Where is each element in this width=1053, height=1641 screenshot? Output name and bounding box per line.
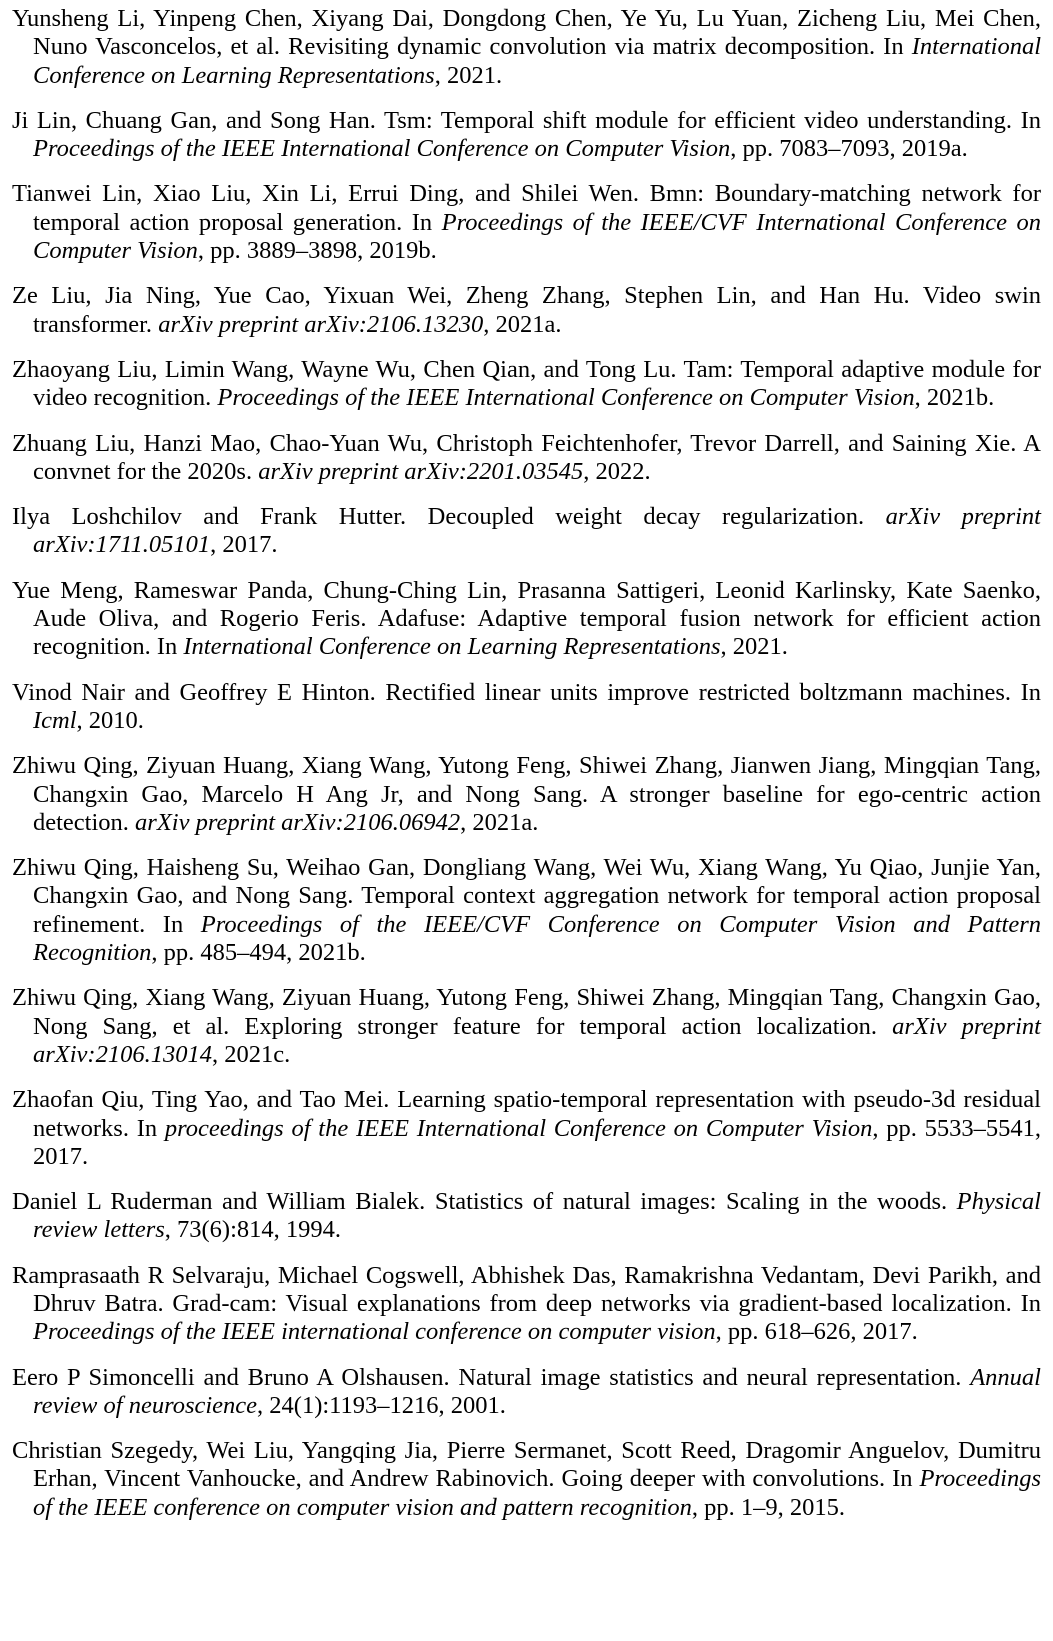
reference-tail: , 73(6):814, 1994. xyxy=(164,1216,342,1244)
reference-authors-title: Yue Meng, Rameswar Panda, Chung-Ching Lin, Prasanna Sattigeri, Leonid Karlinsky, Kate Saenko, Aude Oliva, and Rogerio Feris. Adafuse: Adaptive temporal fusion network for efficient action recognition. In xyxy=(12,576,1041,661)
reference-authors-title: Christian Szegedy, Wei Liu, Yangqing Jia, Pierre Sermanet, Scott Reed, Dragomir Anguelov, Dumitru Erhan, Vincent Vanhoucke, and Andrew Rabinovich. Going deeper with convolutions. In xyxy=(12,1437,1041,1493)
reference-tail: , 2022. xyxy=(583,457,651,485)
reference-authors-title: Ilya Loshchilov and Frank Hutter. Decoupled weight decay regularization. xyxy=(12,503,886,531)
reference-authors-title: Ji Lin, Chuang Gan, and Song Han. Tsm: Temporal shift module for efficient video understanding. In xyxy=(12,106,1041,134)
reference-authors-title: Zhiwu Qing, Xiang Wang, Ziyuan Huang, Yutong Feng, Shiwei Zhang, Mingqian Tang, Changxin Gao, Nong Sang, et al. Exploring stronger feature for temporal action localization. xyxy=(12,984,1041,1040)
reference-entry xyxy=(12,752,1041,837)
reference-tail: , 2017. xyxy=(210,531,278,559)
reference-venue: arXiv preprint arXiv:1711.05101 xyxy=(33,503,1041,559)
reference-tail: , 2021c. xyxy=(211,1040,291,1068)
reference-tail: , 2010. xyxy=(76,706,144,734)
reference-tail: , pp. 7083–7093, 2019a. xyxy=(730,135,968,163)
reference-venue: Proceedings of the IEEE conference on computer vision and pattern recognition xyxy=(33,1465,1041,1521)
reference-entry xyxy=(12,1262,1041,1347)
reference-entry xyxy=(12,1188,1041,1245)
reference-venue: arXiv preprint arXiv:2106.13230 xyxy=(158,310,484,338)
reference-venue: arXiv preprint arXiv:2106.06942 xyxy=(135,808,461,836)
reference-tail: , pp. 1–9, 2015. xyxy=(691,1493,845,1521)
reference-entry xyxy=(12,679,1041,736)
reference-authors-title: Zhiwu Qing, Haisheng Su, Weihao Gan, Dongliang Wang, Wei Wu, Xiang Wang, Yu Qiao, Junjie Yan, Changxin Gao, and Nong Sang. Temporal context aggregation network for temporal action proposal refinement. In xyxy=(12,854,1041,938)
reference-entry xyxy=(12,577,1041,662)
reference-authors-title: Daniel L Ruderman and William Bialek. Statistics of natural images: Scaling in the woods. xyxy=(12,1188,957,1216)
reference-tail: , 2021a. xyxy=(483,310,562,338)
reference-tail: , 2021a. xyxy=(460,808,539,836)
reference-entry xyxy=(12,1364,1041,1421)
reference-authors-title: Tianwei Lin, Xiao Liu, Xin Li, Errui Ding, and Shilei Wen. Bmn: Boundary-matching network for temporal action proposal generation. In xyxy=(12,180,1041,236)
reference-tail: , pp. 5533–5541, 2017. xyxy=(33,1114,1042,1170)
reference-entry xyxy=(12,984,1041,1069)
reference-tail: , pp. 485–494, 2021b. xyxy=(151,939,366,967)
reference-venue: International Conference on Learning Representations xyxy=(33,33,1041,89)
reference-entry xyxy=(12,854,1041,967)
reference-entry xyxy=(12,180,1041,265)
reference-authors-title: Zhaofan Qiu, Ting Yao, and Tao Mei. Learning spatio-temporal representation with pseudo-3d residual networks. In xyxy=(12,1086,1041,1142)
reference-entry xyxy=(12,356,1041,413)
reference-tail: , pp. 3889–3898, 2019b. xyxy=(197,237,437,265)
reference-tail: , 2021. xyxy=(720,633,788,661)
reference-authors-title: Ramprasaath R Selvaraju, Michael Cogswell, Abhishek Das, Ramakrishna Vedantam, Devi Parikh, and Dhruv Batra. Grad-cam: Visual explanations from deep networks via gradient-based localization. In xyxy=(12,1261,1041,1317)
reference-authors-title: Vinod Nair and Geoffrey E Hinton. Rectified linear units improve restricted boltzmann machines. In xyxy=(12,678,1041,706)
reference-tail: , pp. 618–626, 2017. xyxy=(715,1318,918,1346)
reference-authors-title: Eero P Simoncelli and Bruno A Olshausen. Natural image statistics and neural representation. xyxy=(12,1363,971,1391)
reference-authors-title: Yunsheng Li, Yinpeng Chen, Xiyang Dai, Dongdong Chen, Ye Yu, Lu Yuan, Zicheng Liu, Mei Chen, Nuno Vasconcelos, et al. Revisiting dynamic convolution via matrix decomposition. In xyxy=(12,5,1041,61)
reference-venue: Proceedings of the IEEE International Conference on Computer Vision xyxy=(217,384,915,412)
reference-authors-title: Zhiwu Qing, Ziyuan Huang, Xiang Wang, Yutong Feng, Shiwei Zhang, Jianwen Jiang, Mingqian Tang, Changxin Gao, Marcelo H Ang Jr, and Nong Sang. A stronger baseline for ego-centric action detection. xyxy=(12,752,1041,836)
reference-venue: Proceedings of the IEEE/CVF Conference on Computer Vision and Pattern Recognition xyxy=(33,910,1041,967)
reference-venue: Proceedings of the IEEE International Conference on Computer Vision xyxy=(33,135,731,163)
reference-venue: arXiv preprint arXiv:2201.03545 xyxy=(258,457,584,485)
reference-venue: arXiv preprint arXiv:2106.13014 xyxy=(33,1012,1041,1068)
reference-authors-title: Zhuang Liu, Hanzi Mao, Chao-Yuan Wu, Christoph Feichtenhofer, Trevor Darrell, and Saining Xie. A convnet for the 2020s. xyxy=(12,429,1041,485)
reference-venue: Proceedings of the IEEE/CVF International Conference on Computer Vision xyxy=(33,208,1041,265)
reference-entry xyxy=(12,1437,1041,1522)
reference-list xyxy=(12,5,1041,1522)
reference-venue: proceedings of the IEEE International Conference on Computer Vision xyxy=(164,1114,873,1142)
reference-entry xyxy=(12,503,1041,560)
reference-venue: Icml xyxy=(33,706,77,734)
reference-venue: International Conference on Learning Representations xyxy=(183,633,721,661)
reference-entry xyxy=(12,1086,1041,1171)
reference-authors-title: Zhaoyang Liu, Limin Wang, Wayne Wu, Chen Qian, and Tong Lu. Tam: Temporal adaptive module for video recognition. xyxy=(12,355,1041,412)
reference-entry xyxy=(12,107,1041,164)
reference-tail: , 2021b. xyxy=(914,384,995,412)
reference-venue: Annual review of neuroscience xyxy=(33,1363,1041,1419)
reference-entry xyxy=(12,5,1041,90)
reference-authors-title: Ze Liu, Jia Ning, Yue Cao, Yixuan Wei, Zheng Zhang, Stephen Lin, and Han Hu. Video swin transformer. xyxy=(12,282,1041,338)
reference-entry xyxy=(12,430,1041,487)
reference-entry xyxy=(12,282,1041,339)
reference-tail: , 24(1):1193–1216, 2001. xyxy=(257,1391,506,1419)
reference-venue: Proceedings of the IEEE international conference on computer vision xyxy=(33,1318,716,1346)
reference-venue: Physical review letters xyxy=(33,1188,1041,1244)
reference-tail: , 2021. xyxy=(434,61,503,89)
